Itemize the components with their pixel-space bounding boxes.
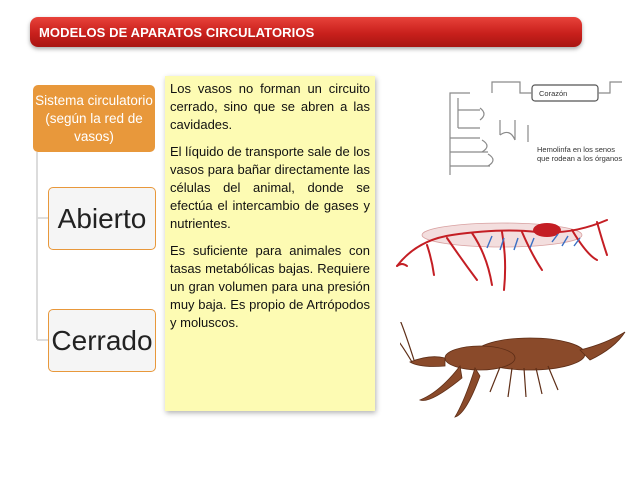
description-panel	[165, 76, 375, 411]
description-paragraph: El líquido de transporte sale de los vasos para bañar directamente las células del animal, donde se efectúa el intercambio de gases y nutrientes.	[170, 144, 370, 231]
child-label: Cerrado	[51, 324, 153, 356]
arthropod-circulation-illustration	[392, 200, 612, 300]
sinus-label-line2: que rodean a los órganos	[537, 154, 623, 163]
crayfish-illustration	[400, 322, 630, 422]
open-circulation-schematic	[440, 80, 630, 185]
description-paragraph: Es suficiente para animales con tasas metabólicas bajas. Requiere un gran volumen para una presión muy baja. Es propio de Artrópodos y moluscos.	[170, 243, 370, 330]
page-title: MODELOS DE APARATOS CIRCULATORIOS	[39, 24, 315, 40]
hierarchy-child-cerrado	[48, 309, 156, 372]
sinus-label-line1: Hemolinfa en los senos	[537, 145, 615, 154]
heart-label: Corazón	[539, 89, 568, 98]
description-paragraph: Los vasos no forman un circuito cerrado, sino que se abren a las cavidades.	[170, 81, 370, 132]
hierarchy-child-abierto	[48, 187, 156, 250]
hierarchy-root-label: Sistema circulatorio (según la red de vasos)	[35, 92, 153, 144]
child-label: Abierto	[57, 202, 147, 234]
